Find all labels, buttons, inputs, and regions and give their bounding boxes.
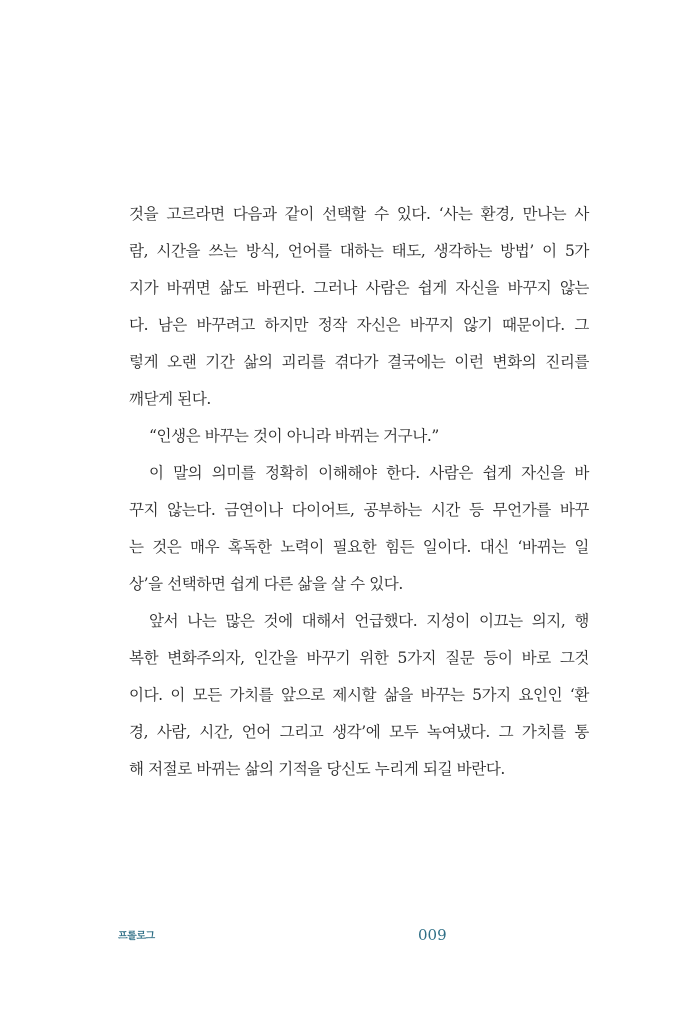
text-line: 복한 변화주의자, 인간을 바꾸기 위한 5가지 질문 등이 바로 그것 — [129, 649, 589, 667]
text-line: 상’을 선택하면 쉽게 다른 삶을 살 수 있다. — [129, 575, 403, 593]
text-line: 람, 시간을 쓰는 방식, 언어를 대하는 태도, 생각하는 방법’ 이 5가 — [129, 242, 589, 260]
page-number: 009 — [418, 926, 447, 944]
text-line: 렇게 오랜 기간 삶의 괴리를 겪다가 결국에는 이런 변화의 진리를 — [129, 353, 589, 371]
text-line: 깨닫게 된다. — [129, 390, 211, 408]
text-line: 이다. 이 모든 가치를 앞으로 제시할 삶을 바꾸는 5가지 요인인 ‘환 — [129, 686, 589, 704]
text-line: 지가 바뀌면 삶도 바뀐다. 그러나 사람은 쉽게 자신을 바꾸지 않는 — [129, 279, 589, 297]
text-line: 것을 고르라면 다음과 같이 선택할 수 있다. ‘사는 환경, 만나는 사 — [129, 205, 589, 223]
quote-line: “인생은 바꾸는 것이 아니라 바뀌는 거구나.” — [149, 427, 439, 445]
text-line: 이 말의 의미를 정확히 이해해야 한다. 사람은 쉽게 자신을 바 — [149, 464, 589, 482]
text-line: 해 저절로 바뀌는 삶의 기적을 당신도 누리게 되길 바란다. — [129, 760, 505, 778]
body-text — [129, 196, 589, 788]
text-line: 경, 사람, 시간, 언어 그리고 생각’에 모두 녹여냈다. 그 가치를 통 — [129, 723, 589, 741]
text-line: 다. 남은 바꾸려고 하지만 정작 자신은 바꾸지 않기 때문이다. 그 — [129, 316, 589, 334]
section-label: 프롤로그 — [118, 931, 155, 942]
text-line: 꾸지 않는다. 금연이나 다이어트, 공부하는 시간 등 무언가를 바꾸 — [129, 501, 589, 519]
text-line: 는 것은 매우 혹독한 노력이 필요한 힘든 일이다. 대신 ‘바뀌는 일 — [129, 538, 589, 556]
text-line: 앞서 나는 많은 것에 대해서 언급했다. 지성이 이끄는 의지, 행 — [149, 612, 589, 630]
